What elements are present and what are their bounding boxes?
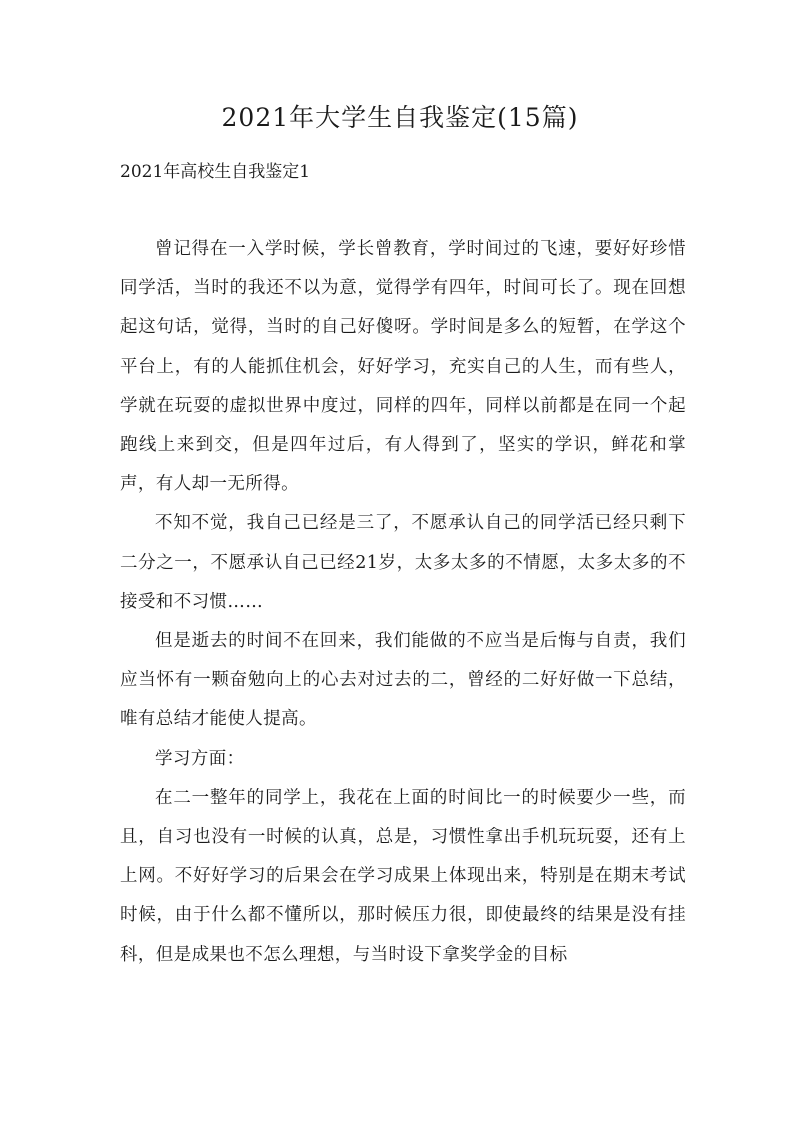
paragraph: 但是逝去的时间不在回来，我们能做的不应当是后悔与自责，我们应当怀有一颗奋勉向上的心去对过去的二，曾经的二好好做一下总结，唯有总结才能使人提高。 bbox=[120, 631, 686, 730]
document-body bbox=[120, 230, 686, 975]
paragraph: 曾记得在一入学时候，学长曾教育，学时间过的飞速，要好好珍惜同学活，当时的我还不以为意，觉得学有四年，时间可长了。现在回想起这句话，觉得，当时的自己好傻呀。学时间是多么的短暂，在学这个平台上，有的人能抓住机会，好好学习，充实自己的人生，而有些人，学就在玩耍的虚拟世界中度过，同样的四年，同样以前都是在同一个起跑线上来到交，但是四年过后，有人得到了，坚实的学识，鲜花和掌声，有人却一无所得。 bbox=[120, 239, 686, 495]
document-title: 2021年大学生自我鉴定(15篇) bbox=[221, 103, 579, 132]
paragraph: 不知不觉，我自己已经是三了，不愿承认自己的同学活已经只剩下二分之一，不愿承认自己已经21岁，太多太多的不情愿，太多太多的不接受和不习惯…… bbox=[120, 513, 686, 612]
paragraph: 在二一整年的同学上，我花在上面的时间比一的时候要少一些，而且，自习也没有一时候的认真，总是，习惯性拿出手机玩玩耍，还有上上网。不好好学习的后果会在学习成果上体现出来，特别是在期末考试时候，由于什么都不懂所以，那时候压力很，即使最终的结果是没有挂科，但是成果也不怎么理想，与当时设下拿奖学金的目标 bbox=[120, 787, 686, 965]
section-heading: 2021年高校生自我鉴定1 bbox=[120, 162, 311, 182]
paragraph-section-label: 学习方面： bbox=[155, 748, 245, 769]
